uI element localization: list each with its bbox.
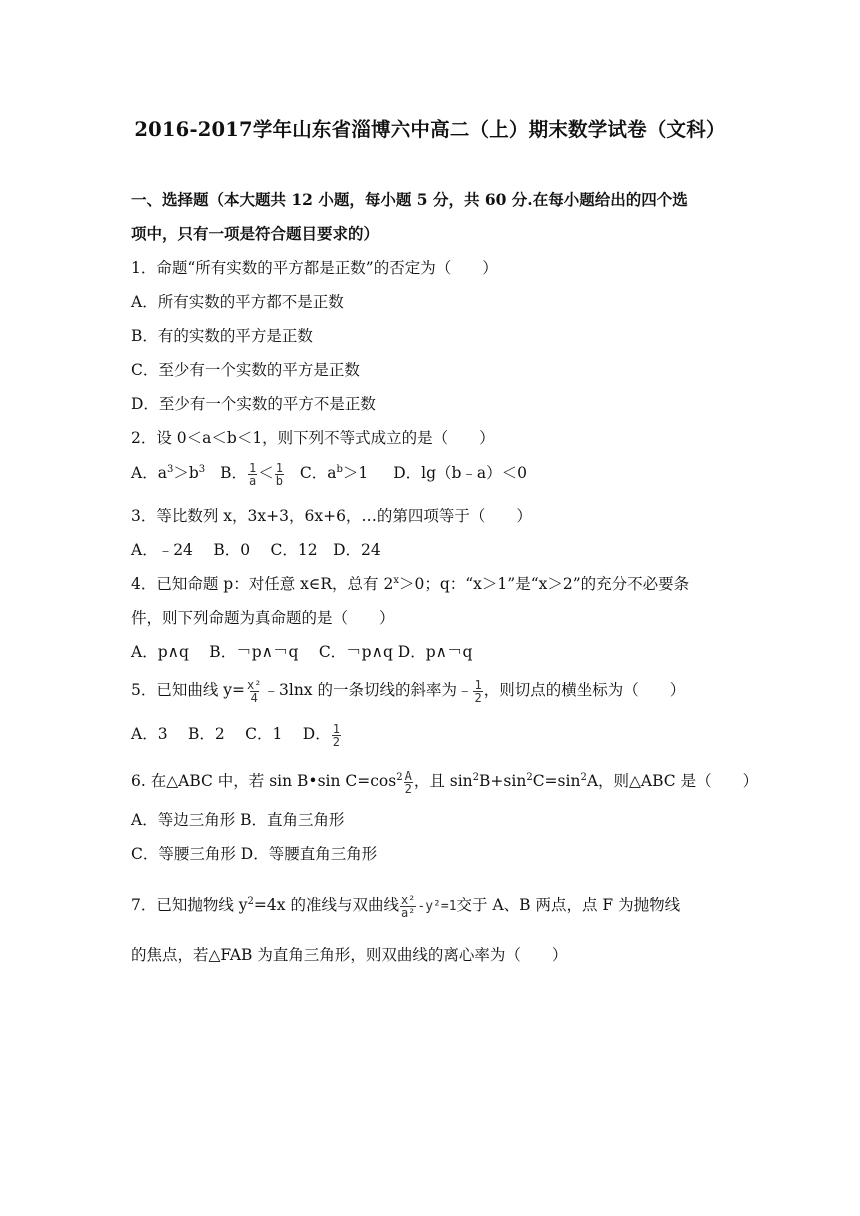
exam-title: 2016-2017学年山东省淄博六中高二（上）期末数学试卷（文科） — [134, 118, 726, 141]
question-2-stem: 2．设 0＜a＜b＜1，则下列不等式成立的是（ ） — [131, 429, 495, 447]
section-heading-line2: 项中，只有一项是符合题目要求的） — [131, 224, 380, 243]
question-1-option-a: A．所有实数的平方都不是正数 — [131, 293, 344, 311]
question-5-stem: 5．已知曲线 y= $\frac{\text{x²}}{4}$ ﹣3lnx 的一条切线的斜率为﹣ $\frac{1}{2}$ ，则切点的横坐标为（ ） — [131, 677, 686, 705]
fraction: $\frac{\text{x²}}{\text{a²}}$ — [400, 892, 416, 920]
fraction: $\frac{1}{a}$ — [248, 460, 257, 488]
q2-option-a: A．$a^3>b^3$ — [131, 463, 206, 482]
q2-option-c: C．$a^b>1$ — [299, 463, 369, 482]
fraction: $\frac{A}{2}$ — [404, 768, 412, 796]
fraction: $\frac{\text{x²}}{4}$ — [247, 677, 262, 705]
fraction: $\frac{1}{2}$ — [474, 677, 482, 705]
question-7-stem: 7．已知抛物线 $y^2=4x$ 的准线与双曲线 $\frac{\text{x²}}{\text{a²}}$ -y²=1交于 A、B 两点，点 F 为抛物线 — [131, 892, 681, 920]
q2-option-b: B． $\frac{1}{a}$ ＜ $\frac{1}{b}$ — [220, 460, 283, 488]
question-6-options-ab: A．等边三角形 B．直角三角形 — [131, 811, 345, 829]
question-6-options-cd: C．等腰三角形 D．等腰直角三角形 — [131, 845, 378, 863]
question-1-option-d: D．至少有一个实数的平方不是正数 — [131, 395, 376, 413]
question-3-options: A．﹣24 B．0 C．12 D．24 — [131, 541, 381, 559]
question-1-option-b: B．有的实数的平方是正数 — [131, 327, 313, 345]
q2-option-d: D．lg（b﹣a）＜0 — [393, 464, 528, 482]
question-7-stem-line2: 的焦点，若△FAB 为直角三角形，则双曲线的离心率为（ ） — [131, 946, 568, 964]
question-5-options: A．3 B．2 C．1 D． $\frac{1}{2}$ — [131, 721, 340, 749]
question-3-stem: 3．等比数列 x，3x+3，6x+6，…的第四项等于（ ） — [131, 507, 532, 525]
question-4-options: A．p∧q B．￢p∧￢q C．￢p∧q D．p∧￢q — [131, 643, 473, 661]
section-heading-line1: 一、选择题（本大题共 12 小题，每小题 5 分，共 60 分.在每小题给出的四个选 — [131, 190, 688, 209]
fraction: $\frac{1}{b}$ — [275, 460, 283, 488]
question-1-option-c: C．至少有一个实数的平方是正数 — [131, 361, 360, 379]
question-4-stem-line2: 件，则下列命题为真命题的是（ ） — [131, 609, 395, 627]
question-6-stem: 6. 在△ABC 中，若 sin B•sin $C=\cos^2$ $\frac{A}{2}$ ，且 $\sin^2B+\sin^2C=\sin^2A$，则△ABC 是（ ） — [131, 768, 759, 796]
question-1-stem: 1．命题“所有实数的平方都是正数”的否定为（ ） — [131, 259, 498, 277]
question-2-options — [131, 461, 731, 487]
question-4-stem: 4．已知命题 p：对任意 x∈R，总有 $2^x>0$；q：“x＞1”是“x＞2”的充分不必要条 — [131, 574, 690, 593]
fraction: $\frac{1}{2}$ — [332, 721, 340, 749]
